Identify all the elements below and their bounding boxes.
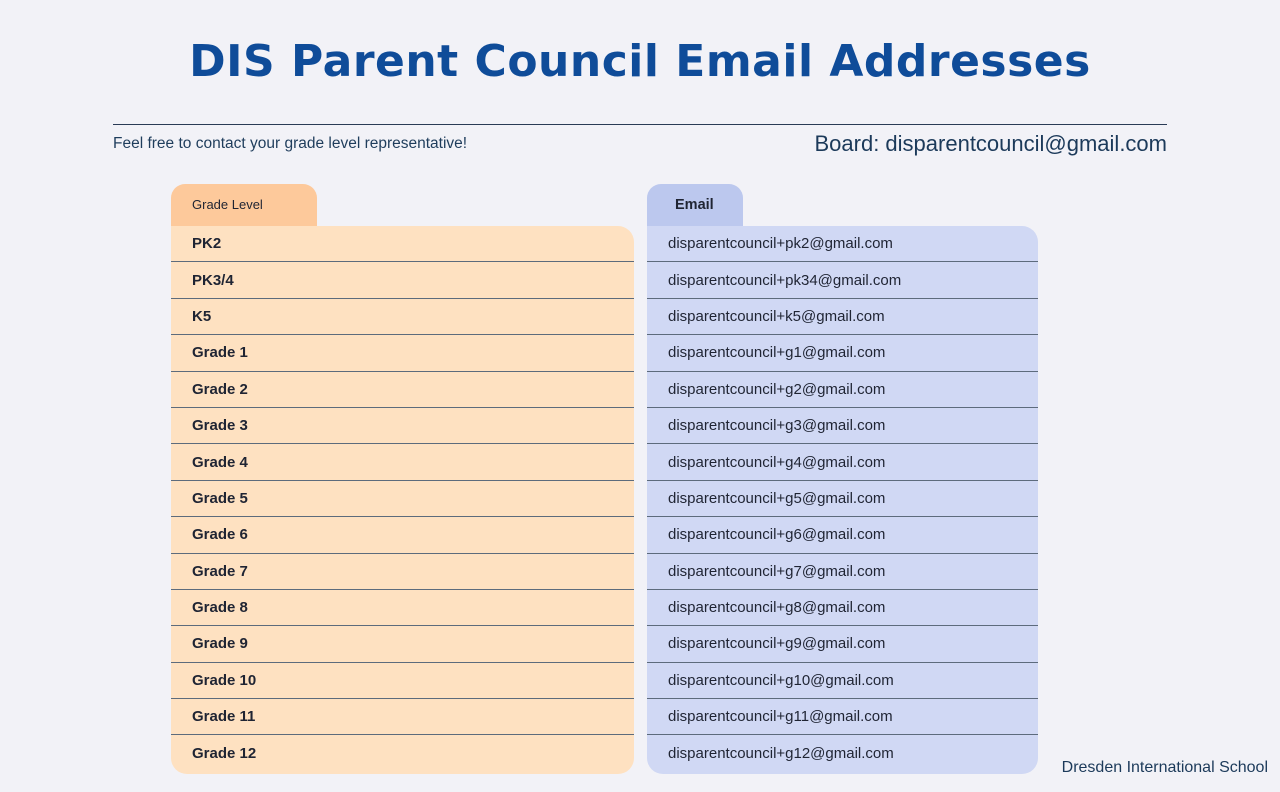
- page-title: DIS Parent Council Email Addresses: [189, 36, 1091, 87]
- email-header: Email: [647, 184, 743, 232]
- grade-cell: Grade 9: [171, 626, 634, 662]
- email-cell[interactable]: disparentcouncil+g11@gmail.com: [647, 699, 1038, 735]
- grade-cell: Grade 4: [171, 444, 634, 480]
- grade-cell: Grade 2: [171, 372, 634, 408]
- grade-level-header: Grade Level: [171, 184, 317, 232]
- email-cell[interactable]: disparentcouncil+g8@gmail.com: [647, 590, 1038, 626]
- email-column: [647, 226, 1038, 774]
- divider: [113, 124, 1167, 125]
- email-cell[interactable]: disparentcouncil+g2@gmail.com: [647, 372, 1038, 408]
- email-cell[interactable]: disparentcouncil+pk34@gmail.com: [647, 262, 1038, 298]
- email-cell[interactable]: disparentcouncil+g4@gmail.com: [647, 444, 1038, 480]
- grade-cell: Grade 12: [192, 745, 257, 763]
- grade-cell: Grade 7: [171, 554, 634, 590]
- grade-cell: K5: [171, 299, 634, 335]
- grade-level-column: [171, 226, 634, 774]
- grade-cell: Grade 10: [171, 663, 634, 699]
- grade-cell: Grade 3: [171, 408, 634, 444]
- grade-cell: Grade 5: [171, 481, 634, 517]
- email-cell[interactable]: disparentcouncil+g7@gmail.com: [647, 554, 1038, 590]
- email-cell[interactable]: disparentcouncil+k5@gmail.com: [647, 299, 1038, 335]
- email-cell[interactable]: disparentcouncil+g5@gmail.com: [647, 481, 1038, 517]
- email-cell[interactable]: disparentcouncil+g9@gmail.com: [647, 626, 1038, 662]
- grade-cell: Grade 1: [171, 335, 634, 371]
- grade-cell: PK3/4: [171, 262, 634, 298]
- email-cell[interactable]: disparentcouncil+pk2@gmail.com: [647, 226, 1038, 262]
- email-cell[interactable]: disparentcouncil+g10@gmail.com: [647, 663, 1038, 699]
- email-cell[interactable]: disparentcouncil+g1@gmail.com: [647, 335, 1038, 371]
- grade-cell: Grade 6: [171, 517, 634, 553]
- tagline: Feel free to contact your grade level representative!: [113, 135, 468, 152]
- grade-cell: Grade 8: [171, 590, 634, 626]
- board-email[interactable]: Board: disparentcouncil@gmail.com: [814, 131, 1167, 156]
- grade-cell: Grade 11: [171, 699, 634, 735]
- email-cell[interactable]: disparentcouncil+g12@gmail.com: [668, 745, 894, 763]
- email-cell[interactable]: disparentcouncil+g3@gmail.com: [647, 408, 1038, 444]
- email-cell[interactable]: disparentcouncil+g6@gmail.com: [647, 517, 1038, 553]
- school-name: Dresden International School: [1061, 759, 1268, 776]
- grade-cell: PK2: [171, 226, 634, 262]
